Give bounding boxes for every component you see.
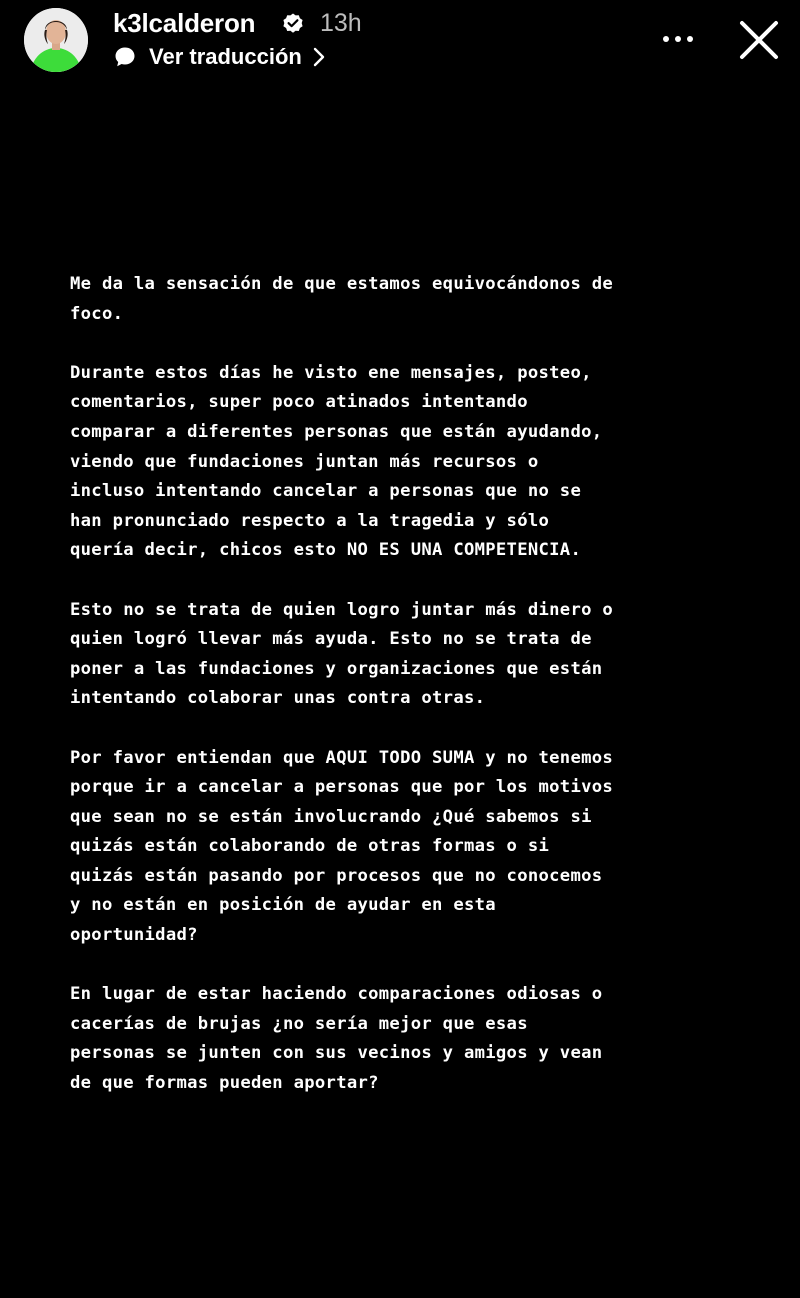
story-paragraph: Por favor entiendan que AQUI TODO SUMA y no tenemos porque ir a cancelar a personas que por los motivos que sean no se están involucrando ¿Qué sabemos si quizás están colaborando de otras formas o si quizás están pasando por procesos que no conocemos y no están en posición de ayudar en esta oportunidad?	[70, 747, 614, 946]
more-options-icon[interactable]	[658, 26, 698, 52]
chevron-right-icon	[312, 47, 326, 67]
story-paragraph: En lugar de estar haciendo comparaciones odiosas o cacerías de brujas ¿no sería mejor que esas personas se junten con sus vecinos y amigos y vean de que formas pueden aportar?	[70, 984, 603, 1094]
story-paragraph: Durante estos días he visto ene mensajes, posteo, comentarios, super poco atinados intentando comparar a diferentes personas que están ayudando, viendo que fundaciones juntan más recursos o incluso intentando cancelar a personas que no se han pronunciado respecto a la tragedia y sólo quería decir, chicos esto NO ES UNA COMPETENCIA.	[70, 362, 603, 561]
story-header	[0, 0, 800, 90]
post-time: 13h	[320, 9, 362, 37]
story-paragraph: Esto no se trata de quien logro juntar más dinero o quien logró llevar más ayuda. Esto no se trata de poner a las fundaciones y organizaciones que están intentando colaborar unas contra otras.	[70, 599, 614, 709]
see-translation-label: Ver traducción	[149, 44, 302, 69]
see-translation-button[interactable]	[113, 42, 326, 72]
profile-avatar[interactable]	[24, 8, 88, 72]
avatar-image	[24, 8, 88, 72]
username[interactable]: k3lcalderon	[113, 8, 256, 38]
close-icon[interactable]	[738, 19, 780, 61]
story-text	[70, 270, 750, 1128]
verified-badge-icon	[281, 12, 305, 36]
speech-bubble-icon	[113, 45, 137, 69]
story-paragraph: Me da la sensación de que estamos equivocándonos de foco.	[70, 274, 614, 324]
